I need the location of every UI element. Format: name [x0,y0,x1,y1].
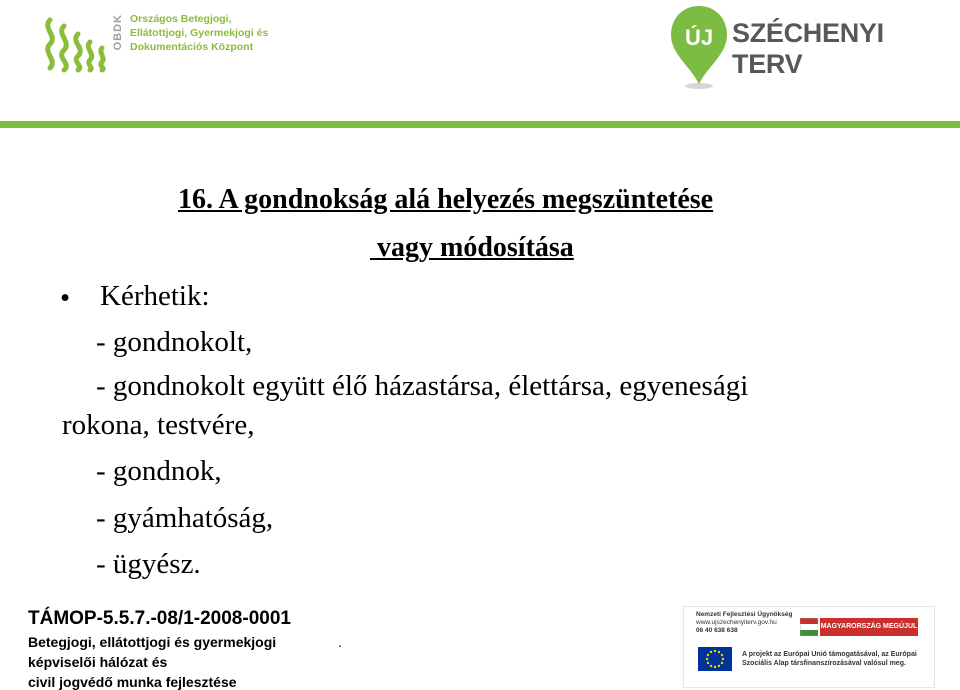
eu-flag-icon [698,647,732,671]
funding-line: Szociális Alap társfinanszírozásával valósul meg. [742,660,906,667]
obdk-name [130,12,268,54]
bullet-label: Kérhetik: [100,280,210,312]
hungarian-flag-icon [800,618,818,636]
agency-phone: 06 40 638 638 [696,627,738,634]
footer-dot: . [338,634,342,650]
project-code: TÁMOP-5.5.7.-08/1-2008-0001 [28,608,291,629]
list-item: rokona, testvére, [62,409,255,441]
agency-name: Nemzeti Fejlesztési Ügynökség [696,611,793,618]
list-item: - gondnokolt együtt élő házastársa, élettársa, egyenesági [96,370,749,402]
funding-line: A projekt az Európai Unió támogatásával, az Európai [742,651,917,658]
list-item: - gondnok, [96,455,222,487]
szechenyi-terv-title: SZÉCHENYI TERV [732,18,884,79]
list-item: - gyámhatóság, [96,502,274,534]
list-item: - ügyész. [96,548,201,580]
footer-line: képviselői hálózat és [28,654,168,670]
header-divider [0,121,960,128]
footer-line: civil jogvédő munka fejlesztése [28,674,237,690]
agency-info [696,611,792,635]
obdk-line: Dokumentációs Központ [130,41,254,53]
funding-statement [742,650,917,668]
szechenyi-logo-text: ÚJ [684,25,714,50]
obdk-line: Ellátottjogi, Gyermekjogi és [130,27,269,39]
bullet-dot-icon: • [60,282,71,314]
obdk-line: Országos Betegjogi, [130,13,232,25]
szechenyi-pin-icon [668,4,730,90]
list-item: - gondnokolt, [96,326,253,358]
slogan-banner: MAGYARORSZÁG MEGÚJUL [820,618,918,636]
slide-title-line2: vagy módosítása [370,232,574,263]
obdk-abbrev: OBDK [112,14,124,51]
footer-line: Betegjogi, ellátottjogi és gyermekjogi [28,634,277,650]
agency-url: www.ujszechenyiterv.gov.hu [696,619,777,626]
slide-title-line1: 16. A gondnokság alá helyezés megszüntetése [178,184,714,215]
